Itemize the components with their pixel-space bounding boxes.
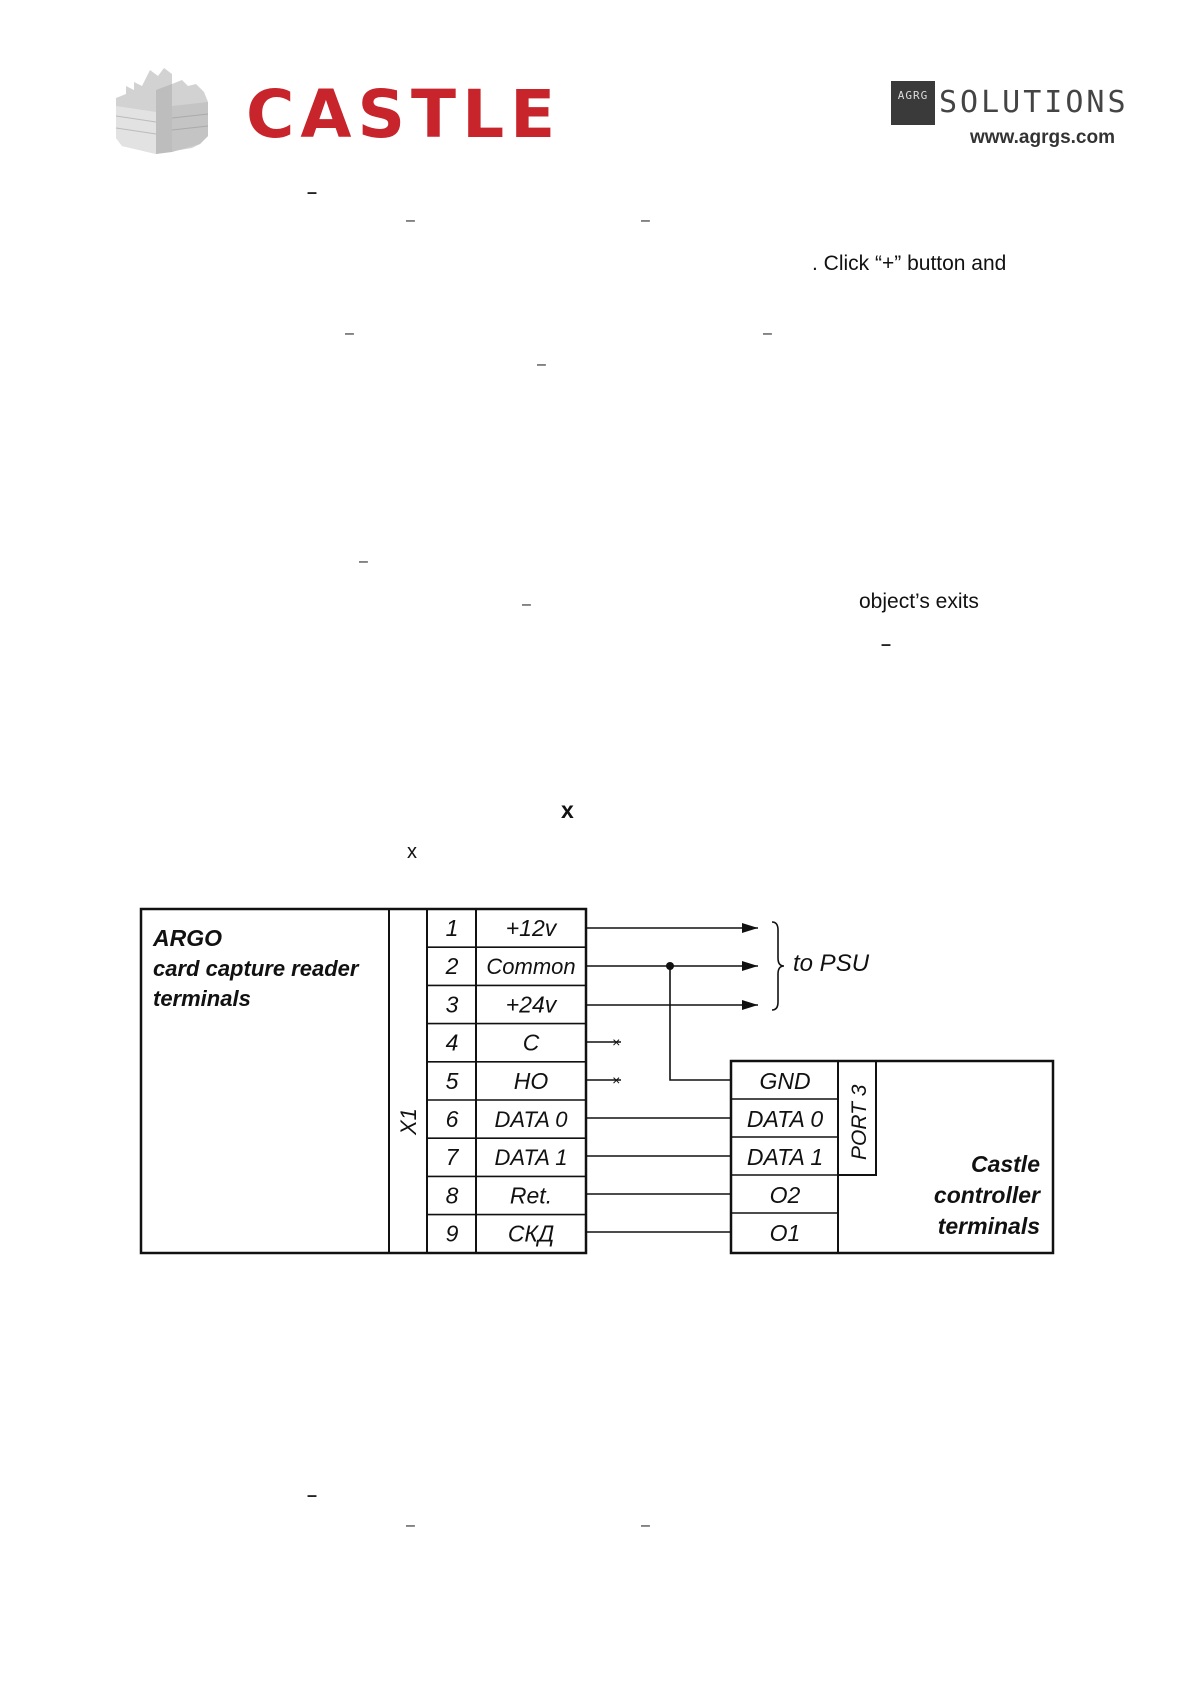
pin-number: 7 (445, 1144, 459, 1171)
pin-number: 6 (445, 1106, 459, 1132)
connector-label: X1 (396, 1108, 421, 1135)
x-mark-bold: x (561, 797, 574, 823)
controller-title-line3: terminals (937, 1213, 1040, 1239)
controller-title-line1: Castle (970, 1151, 1040, 1177)
pin-label: HO (513, 1067, 549, 1094)
pin-number: 9 (445, 1220, 459, 1247)
pin-label: +12v (505, 915, 557, 941)
dash-mark: – (641, 1517, 650, 1534)
click-instruction-text: . Click “+” button and (812, 252, 1007, 275)
dash-mark: – (641, 212, 650, 229)
pin-label: DATA 0 (494, 1107, 568, 1132)
agrgs-logo-text: AGRG (897, 89, 929, 102)
controller-title-line2: controller (933, 1182, 1040, 1208)
pin-number: 4 (445, 1029, 459, 1056)
dash-mark: – (345, 325, 354, 342)
pin-label: +24v (505, 991, 557, 1018)
pin-labels (445, 915, 576, 1247)
controller-terms (747, 1068, 823, 1246)
psu-label: to PSU (793, 950, 870, 977)
brand-name: CASTLE (246, 76, 562, 153)
pin-label: Ret. (509, 1182, 553, 1209)
controller-terminal-label: DATA 0 (746, 1106, 824, 1132)
reader-title: ARGO (153, 925, 222, 951)
pin-label: СКД (507, 1220, 555, 1247)
pin-number: 2 (445, 953, 459, 980)
controller-terminal-label: DATA 1 (746, 1144, 824, 1170)
exits-text: object’s exits (859, 590, 979, 613)
pin-number: 5 (445, 1067, 459, 1094)
controller-terminal-label: GND (759, 1068, 811, 1094)
dash-mark: – (537, 356, 546, 373)
site-url-link[interactable]: www.agrgs.com (970, 127, 1115, 148)
reader-subtitle-line1: card capture reader (153, 956, 359, 981)
wire-gnd (670, 966, 731, 1080)
partner-name: SOLUTIONS (939, 85, 1129, 120)
pin-label: Common (486, 954, 576, 980)
dash-mark: – (881, 634, 892, 654)
dash-mark: – (406, 1517, 415, 1534)
pin-label: DATA 1 (494, 1145, 568, 1171)
reader-subtitle-line2: terminals (153, 986, 251, 1011)
pin-number: 3 (445, 991, 459, 1018)
port-label: PORT 3 (848, 1084, 871, 1160)
pin-number: 8 (445, 1182, 459, 1209)
controller-terminal-label: O1 (769, 1220, 801, 1246)
pin-number: 1 (445, 915, 459, 941)
wire-ho-x-mark: × (612, 1072, 621, 1088)
wire-c-x-mark: × (612, 1034, 621, 1050)
dash-mark: – (522, 596, 531, 613)
dash-mark: – (307, 182, 318, 202)
psu-brace (772, 922, 784, 1010)
dash-mark: – (406, 212, 415, 229)
dash-mark: – (307, 1485, 318, 1505)
controller-terminal-label: O2 (769, 1182, 801, 1208)
pin-label: C (522, 1029, 540, 1056)
x-mark: x (407, 841, 417, 863)
dash-mark: – (763, 325, 772, 342)
dash-mark: – (359, 553, 368, 570)
